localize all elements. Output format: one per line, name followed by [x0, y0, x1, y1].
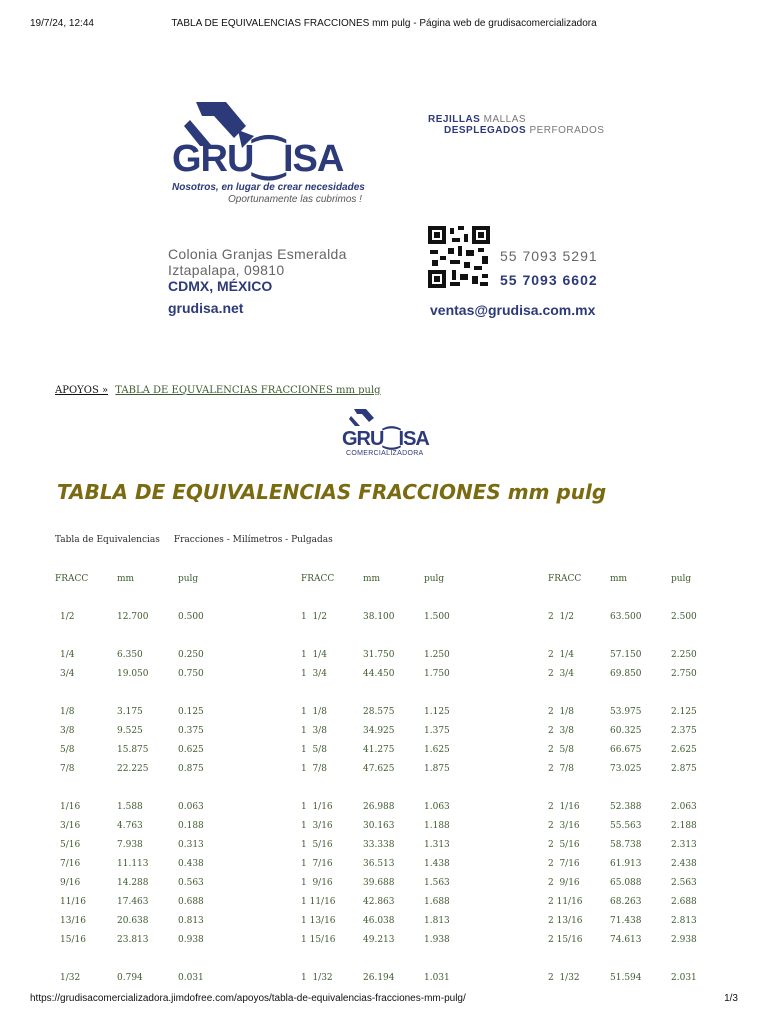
email-text: ventas@grudisa.com.mx — [430, 302, 596, 318]
print-url: https://grudisacomercializadora.jimdofree.com/apoyos/tabla-de-equivalencias-fracciones-mm-pulg/ — [30, 993, 466, 1004]
table-cell: 2.031 — [671, 973, 697, 983]
table-header-cell: mm — [363, 574, 381, 584]
table-cell: 65.088 — [610, 878, 642, 888]
grudisa-small-logo — [340, 408, 430, 460]
table-cell: 57.150 — [610, 650, 642, 660]
table-cell: 1 7/8 — [301, 764, 327, 774]
table-cell: 0.750 — [178, 669, 204, 679]
table-cell: 1.688 — [424, 897, 450, 907]
table-header-cell: pulg — [178, 574, 199, 584]
breadcrumb-link-apoyos[interactable]: APOYOS » — [55, 385, 109, 396]
table-cell: 0.313 — [178, 840, 204, 850]
table-cell: 7/16 — [60, 859, 81, 869]
breadcrumb-link-current[interactable]: TABLA DE EQUVALENCIAS FRACCIONES mm pulg — [115, 385, 381, 396]
address-line2: Iztapalapa, 09810 — [168, 262, 285, 278]
table-cell: 1.250 — [424, 650, 450, 660]
print-title: TABLA DE EQUIVALENCIAS FRACCIONES mm pulg - Página web de grudisacomercializadora — [171, 18, 597, 29]
table-cell: 0.438 — [178, 859, 204, 869]
table-cell: 2.625 — [671, 745, 697, 755]
table-cell: 38.100 — [363, 612, 395, 622]
table-cell: 0.875 — [178, 764, 204, 774]
table-cell: 2 3/4 — [548, 669, 574, 679]
table-cell: 1 9/16 — [301, 878, 333, 888]
table-cell: 23.813 — [117, 935, 149, 945]
table-cell: 1.563 — [424, 878, 450, 888]
table-cell: 39.688 — [363, 878, 395, 888]
table-header-cell: FRACC — [548, 574, 582, 584]
table-cell: 1 1/32 — [301, 973, 333, 983]
table-cell: 2.563 — [671, 878, 697, 888]
table-cell: 1.875 — [424, 764, 450, 774]
table-cell: 1 1/2 — [301, 612, 327, 622]
table-cell: 7.938 — [117, 840, 143, 850]
table-cell: 11/16 — [60, 897, 86, 907]
table-cell: 1/16 — [60, 802, 81, 812]
table-cell: 1.500 — [424, 612, 450, 622]
table-cell: 26.194 — [363, 973, 395, 983]
small-logo-sub: COMERCIALIZADORA — [346, 450, 424, 457]
table-cell: 1.063 — [424, 802, 450, 812]
table-cell: 2 7/8 — [548, 764, 574, 774]
table-cell: 2.938 — [671, 935, 697, 945]
table-cell: 2 13/16 — [548, 916, 583, 926]
table-cell: 1 11/16 — [301, 897, 336, 907]
table-cell: 1.188 — [424, 821, 450, 831]
table-cell: 0.125 — [178, 707, 204, 717]
table-cell: 4.763 — [117, 821, 143, 831]
address-line1: Colonia Granjas Esmeralda — [168, 246, 347, 262]
table-cell: 2.375 — [671, 726, 697, 736]
table-cell: 17.463 — [117, 897, 149, 907]
phone-2: 55 7093 6602 — [500, 272, 598, 288]
table-cell: 15.875 — [117, 745, 149, 755]
table-cell: 0.031 — [178, 973, 204, 983]
table-cell: 1 1/16 — [301, 802, 333, 812]
table-cell: 1.125 — [424, 707, 450, 717]
table-cell: 0.250 — [178, 650, 204, 660]
table-cell: 0.563 — [178, 878, 204, 888]
table-cell: 41.275 — [363, 745, 395, 755]
table-cell: 51.594 — [610, 973, 642, 983]
table-cell: 2 3/8 — [548, 726, 574, 736]
table-cell: 2.875 — [671, 764, 697, 774]
table-cell: 9.525 — [117, 726, 143, 736]
table-cell: 73.025 — [610, 764, 642, 774]
table-cell: 2.063 — [671, 802, 697, 812]
table-cell: 74.613 — [610, 935, 642, 945]
table-cell: 66.675 — [610, 745, 642, 755]
table-cell: 2.750 — [671, 669, 697, 679]
header-banner — [160, 88, 620, 328]
table-cell: 6.350 — [117, 650, 143, 660]
table-cell: 1 15/16 — [301, 935, 336, 945]
subtitle-left: Tabla de Equivalencias — [55, 535, 160, 545]
table-cell: 12.700 — [117, 612, 149, 622]
table-cell: 1 5/16 — [301, 840, 333, 850]
table-cell: 0.375 — [178, 726, 204, 736]
small-logo-wordmark: GRU⁐ISA — [342, 428, 429, 450]
website-text: grudisa.net — [168, 300, 244, 316]
table-cell: 2.688 — [671, 897, 697, 907]
table-cell: 1 3/8 — [301, 726, 327, 736]
table-cell: 2.813 — [671, 916, 697, 926]
table-cell: 1 13/16 — [301, 916, 336, 926]
table-cell: 2 1/4 — [548, 650, 574, 660]
table-cell: 30.163 — [363, 821, 395, 831]
table-cell: 5/8 — [60, 745, 75, 755]
table-header-cell: FRACC — [55, 574, 89, 584]
table-cell: 71.438 — [610, 916, 642, 926]
logo-wordmark: GRU⁐ISA — [172, 138, 344, 180]
table-cell: 2.188 — [671, 821, 697, 831]
table-cell: 34.925 — [363, 726, 395, 736]
table-cell: 0.813 — [178, 916, 204, 926]
table-cell: 1 1/8 — [301, 707, 327, 717]
table-cell: 68.263 — [610, 897, 642, 907]
slogan-line2: Oportunamente las cubrimos ! — [228, 194, 362, 205]
table-cell: 2 3/16 — [548, 821, 580, 831]
subtitle-right: Fracciones - Milímetros - Pulgadas — [173, 535, 333, 545]
table-cell: 47.625 — [363, 764, 395, 774]
table-cell: 2.438 — [671, 859, 697, 869]
table-cell: 1.375 — [424, 726, 450, 736]
table-cell: 63.500 — [610, 612, 642, 622]
table-cell: 0.188 — [178, 821, 204, 831]
table-cell: 44.450 — [363, 669, 395, 679]
table-cell: 28.575 — [363, 707, 395, 717]
table-cell: 58.738 — [610, 840, 642, 850]
table-cell: 2 5/8 — [548, 745, 574, 755]
table-cell: 1/2 — [60, 612, 75, 622]
print-datetime: 19/7/24, 12:44 — [30, 18, 94, 29]
table-cell: 60.325 — [610, 726, 642, 736]
table-cell: 2 11/16 — [548, 897, 583, 907]
breadcrumb — [55, 385, 381, 396]
slogan-line1: Nosotros, en lugar de crear necesidades — [172, 182, 365, 193]
table-cell: 1 5/8 — [301, 745, 327, 755]
qr-code-icon — [428, 226, 490, 288]
table-cell: 2 1/16 — [548, 802, 580, 812]
table-cell: 2.313 — [671, 840, 697, 850]
table-cell: 3.175 — [117, 707, 143, 717]
table-cell: 13/16 — [60, 916, 86, 926]
table-cell: 2.125 — [671, 707, 697, 717]
products-line2: DESPLEGADOS PERFORADOS — [444, 125, 605, 136]
table-cell: 49.213 — [363, 935, 395, 945]
print-page-number: 1/3 — [724, 993, 738, 1004]
table-cell: 2.500 — [671, 612, 697, 622]
table-cell: 2 1/8 — [548, 707, 574, 717]
table-cell: 7/8 — [60, 764, 75, 774]
table-cell: 1.625 — [424, 745, 450, 755]
table-cell: 1 7/16 — [301, 859, 333, 869]
table-cell: 0.063 — [178, 802, 204, 812]
table-cell: 1.438 — [424, 859, 450, 869]
table-cell: 53.975 — [610, 707, 642, 717]
table-cell: 2 15/16 — [548, 935, 583, 945]
table-cell: 5/16 — [60, 840, 81, 850]
table-cell: 26.988 — [363, 802, 395, 812]
table-cell: 20.638 — [117, 916, 149, 926]
table-cell: 9/16 — [60, 878, 81, 888]
table-cell: 2 5/16 — [548, 840, 580, 850]
table-cell: 31.750 — [363, 650, 395, 660]
table-cell: 19.050 — [117, 669, 149, 679]
table-cell: 15/16 — [60, 935, 86, 945]
table-cell: 0.938 — [178, 935, 204, 945]
table-cell: 2 1/2 — [548, 612, 574, 622]
table-cell: 52.388 — [610, 802, 642, 812]
table-cell: 14.288 — [117, 878, 149, 888]
print-footer — [0, 993, 768, 1007]
table-cell: 11.113 — [117, 859, 149, 869]
table-cell: 2 1/32 — [548, 973, 580, 983]
table-cell: 1.588 — [117, 802, 143, 812]
table-cell: 1.031 — [424, 973, 450, 983]
table-cell: 1 3/4 — [301, 669, 327, 679]
table-cell: 61.913 — [610, 859, 642, 869]
table-cell: 3/8 — [60, 726, 75, 736]
table-cell: 42.863 — [363, 897, 395, 907]
table-cell: 1 3/16 — [301, 821, 333, 831]
print-header — [0, 18, 768, 32]
address-line3: CDMX, MÉXICO — [168, 278, 273, 294]
table-header-cell: FRACC — [301, 574, 335, 584]
table-cell: 2 9/16 — [548, 878, 580, 888]
table-cell: 0.625 — [178, 745, 204, 755]
table-cell: 3/4 — [60, 669, 75, 679]
table-cell: 1.750 — [424, 669, 450, 679]
table-cell: 2.250 — [671, 650, 697, 660]
table-cell: 55.563 — [610, 821, 642, 831]
table-cell: 1/32 — [60, 973, 81, 983]
page-title: TABLA DE EQUIVALENCIAS FRACCIONES mm pulg — [57, 480, 607, 504]
table-cell: 3/16 — [60, 821, 81, 831]
table-header-cell: pulg — [671, 574, 692, 584]
table-cell: 0.688 — [178, 897, 204, 907]
table-cell: 22.225 — [117, 764, 149, 774]
table-subtitle — [55, 535, 333, 545]
table-header-cell: mm — [117, 574, 135, 584]
table-cell: 0.794 — [117, 973, 143, 983]
table-cell: 46.038 — [363, 916, 395, 926]
table-cell: 36.513 — [363, 859, 395, 869]
table-cell: 1/8 — [60, 707, 75, 717]
table-header-cell: pulg — [424, 574, 445, 584]
table-cell: 69.850 — [610, 669, 642, 679]
table-cell: 1 1/4 — [301, 650, 327, 660]
table-cell: 1.813 — [424, 916, 450, 926]
table-cell: 1.938 — [424, 935, 450, 945]
table-header-cell: mm — [610, 574, 628, 584]
phone-1: 55 7093 5291 — [500, 248, 598, 264]
table-cell: 1.313 — [424, 840, 450, 850]
table-cell: 0.500 — [178, 612, 204, 622]
table-cell: 33.338 — [363, 840, 395, 850]
products-line1: REJILLAS MALLAS — [428, 114, 527, 125]
table-cell: 2 7/16 — [548, 859, 580, 869]
table-cell: 1/4 — [60, 650, 75, 660]
